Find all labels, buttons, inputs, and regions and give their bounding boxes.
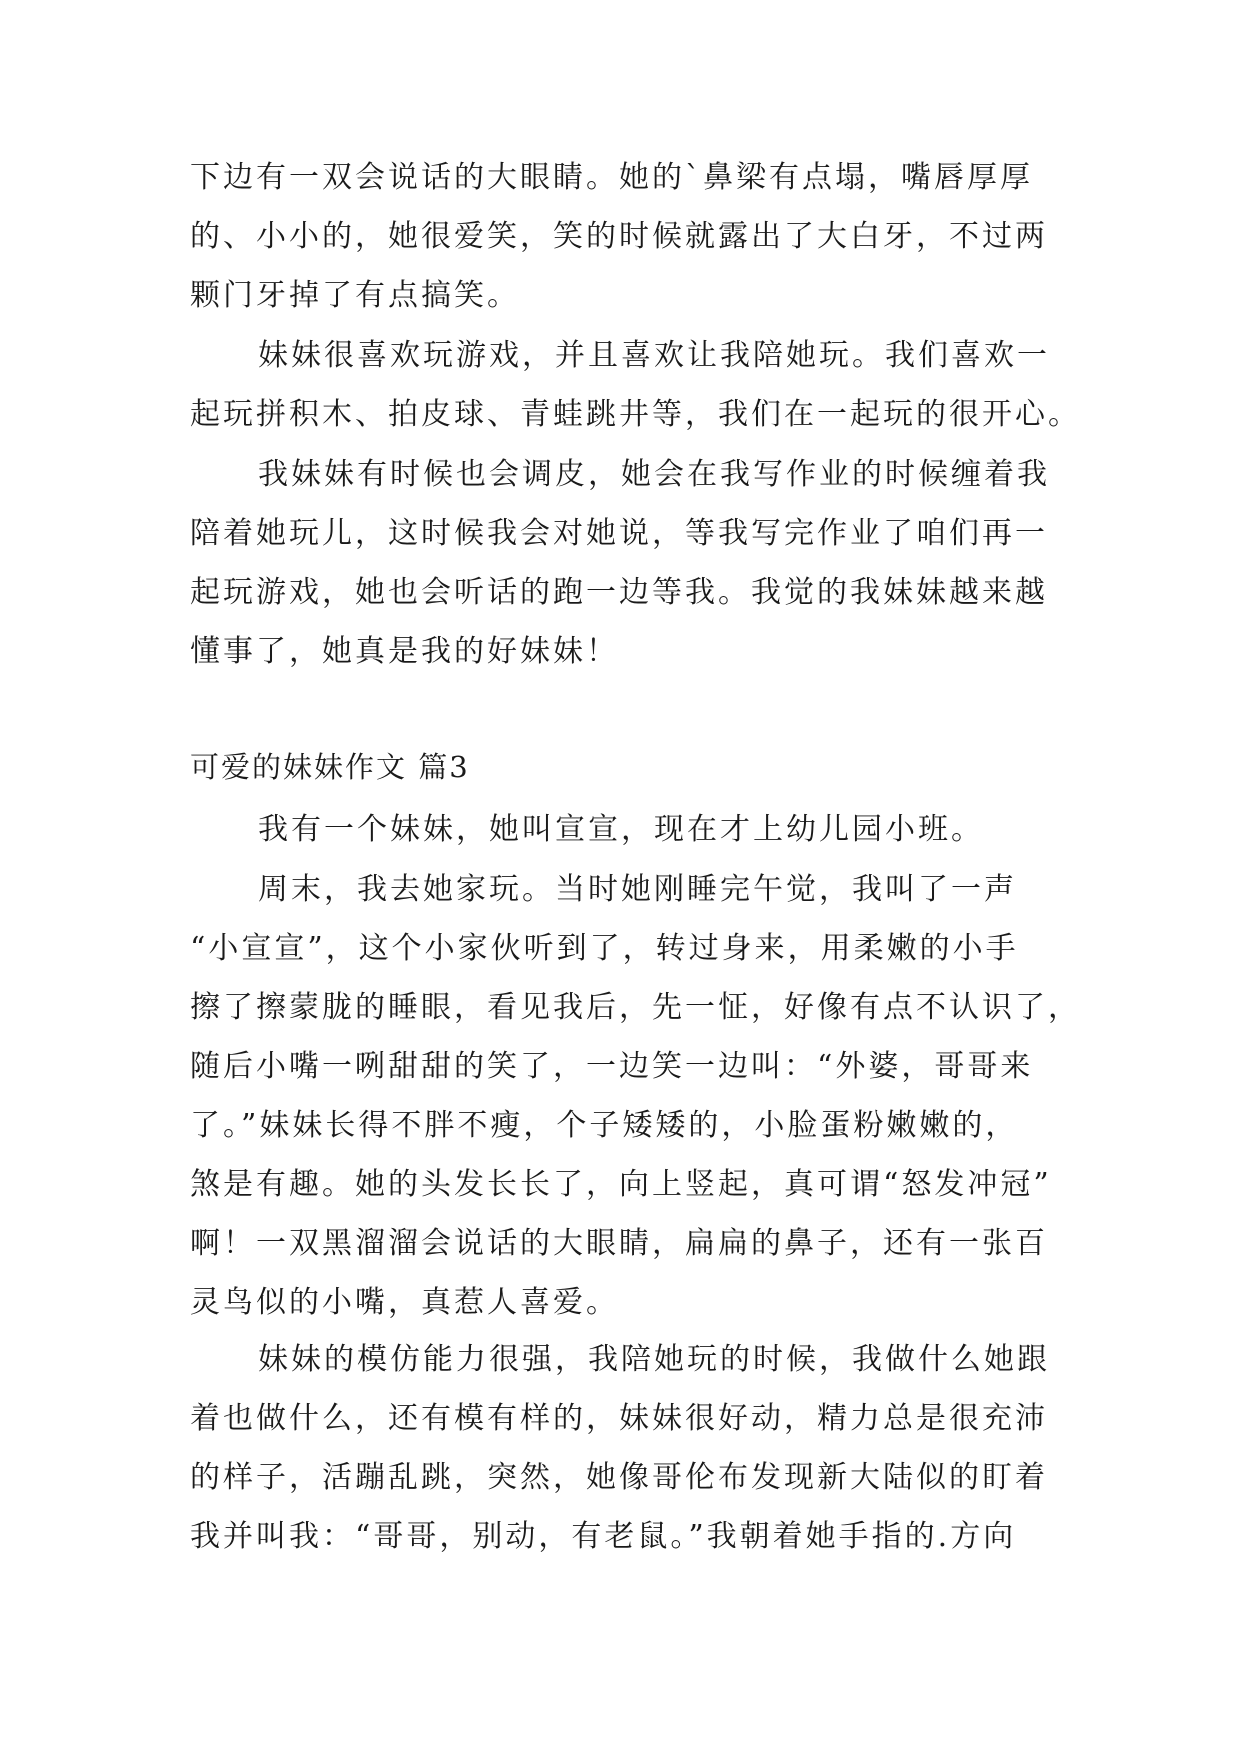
- text-line: 妹妹的模仿能力很强，我陪她玩的时候，我做什么她跟: [258, 1342, 1050, 1377]
- text-line: 的、小小的，她很爱笑，笑的时候就露出了大白牙，不过两: [190, 219, 1048, 254]
- essay2-paragraph-3: [190, 445, 1052, 681]
- essay3-paragraph-2: [190, 860, 1081, 1332]
- text-line: 我并叫我：“哥哥，别动，有老鼠。”我朝着她手指的.方向: [190, 1519, 1017, 1554]
- essay2-paragraph-1: [190, 148, 1052, 325]
- text-line: 我有一个妹妹，她叫宣宣，现在才上幼儿园小班。: [258, 812, 984, 847]
- text-line: 啊！一双黑溜溜会说话的大眼睛，扁扁的鼻子，还有一张百: [190, 1226, 1048, 1261]
- essay2-paragraph-2: [190, 326, 1081, 444]
- text-line: 下边有一双会说话的大眼睛。她的`鼻梁有点塌，嘴唇厚厚: [190, 160, 1033, 195]
- text-line: 煞是有趣。她的头发长长了，向上竖起，真可谓“怒发冲冠”: [190, 1167, 1052, 1202]
- text-line: 随后小嘴一咧甜甜的笑了，一边笑一边叫：“外婆，哥哥来: [190, 1049, 1034, 1084]
- text-line: 了。”妹妹长得不胖不瘦，个子矮矮的，小脸蛋粉嫩嫩的，: [190, 1108, 1019, 1143]
- text-line: 的样子，活蹦乱跳，突然，她像哥伦布发现新大陆似的盯着: [190, 1460, 1048, 1495]
- essay3-paragraph-3: [190, 1330, 1052, 1566]
- text-line: 颗门牙掉了有点搞笑。: [190, 278, 520, 313]
- text-line: 擦了擦蒙胧的睡眼，看见我后，先一怔，好像有点不认识了，: [190, 990, 1081, 1025]
- text-line: 起玩拼积木、拍皮球、青蛙跳井等，我们在一起玩的很开心。: [190, 397, 1081, 432]
- text-line: 我妹妹有时候也会调皮，她会在我写作业的时候缠着我: [258, 457, 1050, 492]
- text-line: 陪着她玩儿，这时候我会对她说，等我写完作业了咱们再一: [190, 516, 1048, 551]
- text-line: 起玩游戏，她也会听话的跑一边等我。我觉的我妹妹越来越: [190, 575, 1048, 610]
- text-line: 周末，我去她家玩。当时她刚睡完午觉，我叫了一声: [258, 872, 1017, 907]
- text-line: 着也做什么，还有模有样的，妹妹很好动，精力总是很充沛: [190, 1401, 1048, 1436]
- text-line: 妹妹很喜欢玩游戏，并且喜欢让我陪她玩。我们喜欢一: [258, 338, 1050, 373]
- essay3-paragraph-1: [190, 800, 1052, 859]
- text-line: 灵鸟似的小嘴，真惹人喜爱。: [190, 1285, 619, 1320]
- text-line: “小宣宣”，这个小家伙听到了，转过身来，用柔嫩的小手: [190, 931, 1019, 966]
- text-line: 懂事了，她真是我的好妹妹！: [190, 634, 619, 669]
- section-heading: 可爱的妹妹作文 篇3: [190, 750, 470, 784]
